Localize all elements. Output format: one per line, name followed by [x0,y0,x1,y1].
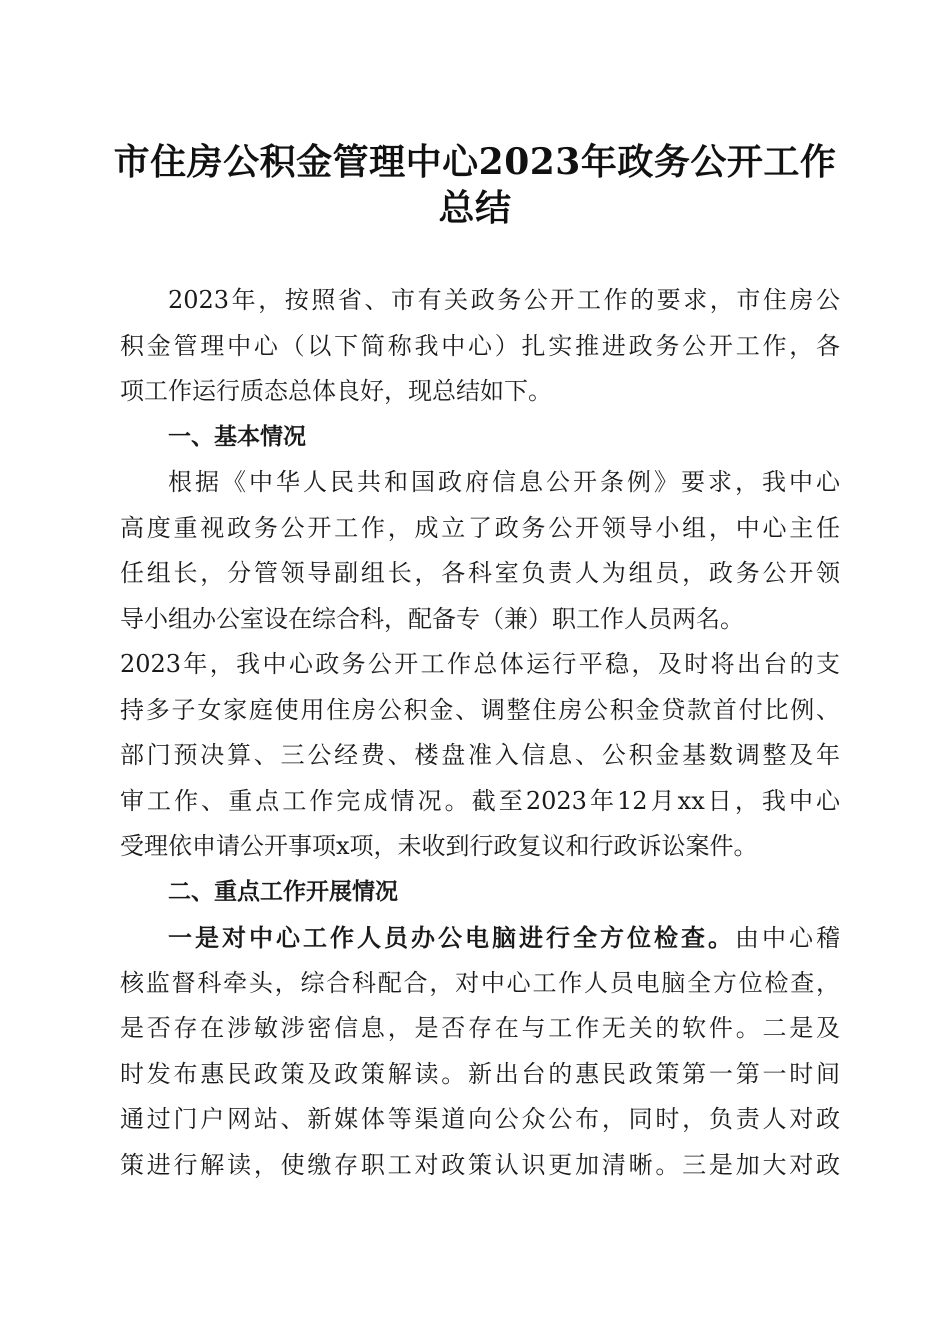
section1-line: 持多子女家庭使用住房公积金、调整住房公积金贷款首付比例、 [120,695,840,724]
document-body [120,278,840,1188]
section1-line: 审工作、重点工作完成情况。截至2023年12月xx日，我中心 [120,786,840,815]
section2-lead-rest: 由中心稽 [735,924,840,952]
section1-line: 部门预决算、三公经费、楼盘准入信息、公积金基数调整及年 [120,741,840,769]
section2-line: 通过门户网站、新媒体等渠道向公众公布，同时，负责人对政 [120,1105,840,1133]
section1-line: 受理依申请公开事项x项，未收到行政复议和行政诉讼案件。 [120,832,758,860]
section2-line: 策进行解读，使缴存职工对政策认识更加清晰。三是加大对政 [120,1150,840,1179]
section1-line: 2023年，我中心政务公开工作总体运行平稳，及时将出台的支 [120,650,840,678]
section2-line: 核监督科牵头，综合科配合，对中心工作人员电脑全方位检查， [120,968,840,997]
document-title-line-1: 市住房公积金管理中心2023年政务公开工作 [113,141,837,183]
intro-line: 项工作运行质态总体良好，现总结如下。 [120,377,552,405]
document-title-line-2: 总结 [438,187,512,229]
section1-line: 高度重视政务公开工作，成立了政务公开领导小组，中心主任 [120,513,840,542]
section2-lead-text: 一是对中心工作人员办公电脑进行全方位检查。 [168,923,735,952]
section1-line: 根据《中华人民共和国政府信息公开条例》要求，我中心 [168,468,840,496]
intro-line: 2023年，按照省、市有关政务公开工作的要求，市住房公 [168,286,840,314]
section2-lead-line [120,915,840,961]
section1-line: 任组长，分管领导副组长，各科室负责人为组员，政务公开领 [120,559,840,587]
intro-line: 积金管理中心（以下简称我中心）扎实推进政务公开工作，各 [120,331,840,360]
section2-line: 时发布惠民政策及政策解读。新出台的惠民政策第一第一时间 [120,1059,840,1088]
section1-line: 导小组办公室设在综合科，配备专（兼）职工作人员两名。 [120,604,744,633]
section-heading-basic: 一、基本情况 [168,423,306,450]
section-heading-key-work: 二、重点工作开展情况 [168,878,398,905]
section2-line: 是否存在涉敏涉密信息，是否存在与工作无关的软件。二是及 [120,1014,840,1042]
